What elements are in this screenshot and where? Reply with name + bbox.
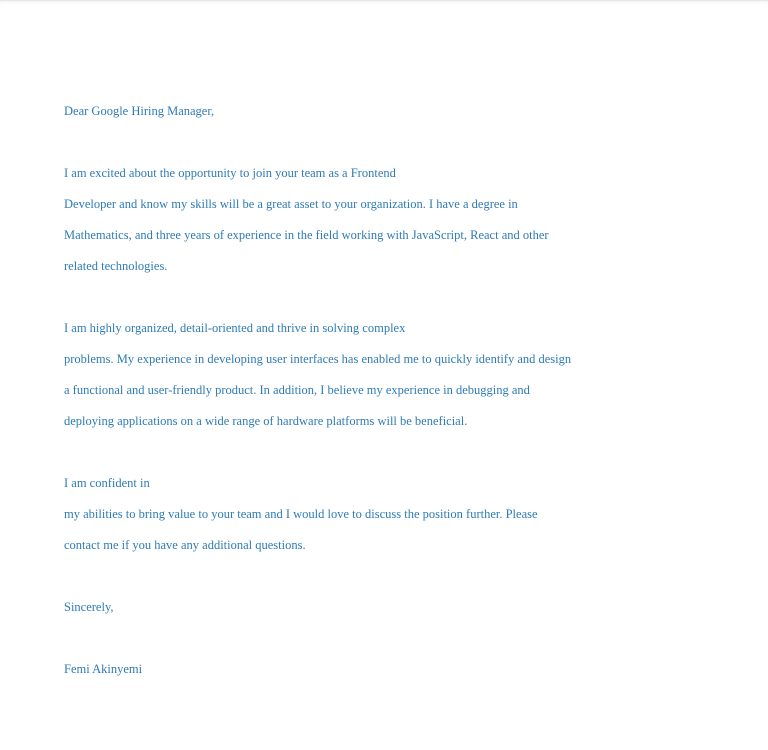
paragraph-2-line-4: deploying applications on a wide range of hardware platforms will be beneficial. (64, 414, 468, 428)
salutation: Dear Google Hiring Manager, (64, 104, 215, 118)
paragraph-1-line-1: I am excited about the opportunity to join your team as a Frontend (64, 166, 396, 180)
paragraph-3-line-1: I am confident in (64, 476, 150, 490)
paragraph-1-line-2: Developer and know my skills will be a great asset to your organization. I have a degree in (64, 197, 518, 211)
paragraph-2-line-3: a functional and user-friendly product. In addition, I believe my experience in debugging and (64, 383, 530, 397)
paragraph-2-line-1: I am highly organized, detail-oriented and thrive in solving complex (64, 321, 406, 335)
paragraph-2-line-2: problems. My experience in developing user interfaces has enabled me to quickly identify and design (64, 352, 572, 366)
paragraph-3-line-2: my abilities to bring value to your team and I would love to discuss the position further. Please (64, 507, 538, 521)
paragraph-1-line-3: Mathematics, and three years of experience in the field working with JavaScript, React and other (64, 228, 549, 242)
paragraph-1-line-4: related technologies. (64, 259, 168, 273)
closing: Sincerely, (64, 600, 114, 614)
paragraph-3-line-3: contact me if you have any additional questions. (64, 538, 306, 552)
signature: Femi Akinyemi (64, 662, 143, 676)
